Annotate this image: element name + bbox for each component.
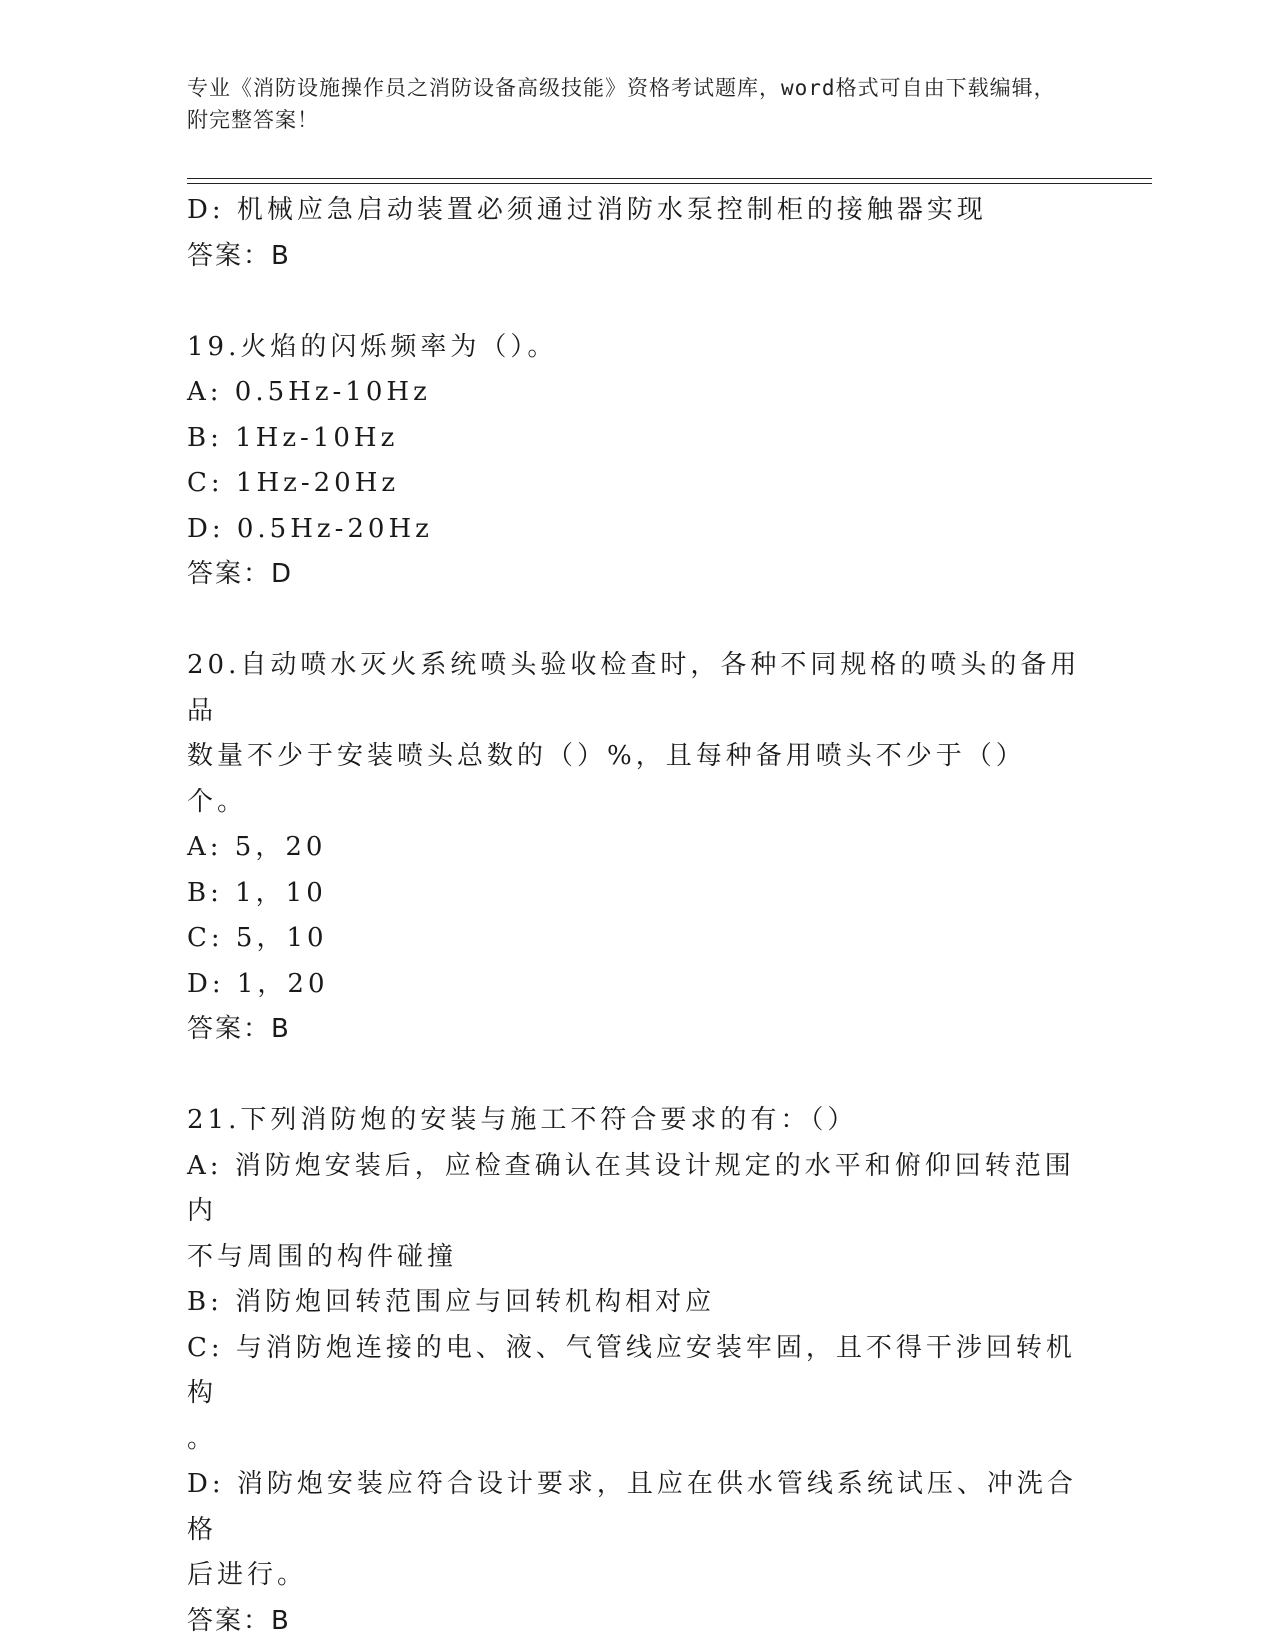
option-d: D: 机械应急启动装置必须通过消防水泵控制柜的接触器实现	[187, 195, 987, 225]
option-b: B: 消防炮回转范围应与回转机构相对应	[187, 1287, 716, 1317]
option-a: A: 0.5Hz-10Hz	[187, 377, 431, 407]
header-rule-bottom	[187, 183, 1152, 184]
question-19	[187, 325, 1082, 598]
question-stem-line-2: 数量不少于安装喷头总数的（）%，且每种备用喷头不少于（）个。	[187, 741, 1026, 817]
question-18-tail	[187, 188, 1082, 279]
question-stem: 19.火焰的闪烁频率为（）。	[187, 331, 558, 362]
option-d: D: 1，20	[187, 968, 329, 999]
spacer	[187, 279, 1082, 325]
option-c: C: 1Hz-20Hz	[187, 468, 400, 498]
answer-line: 答案：B	[187, 240, 291, 271]
question-stem: 21.下列消防炮的安装与施工不符合要求的有：（）	[187, 1105, 858, 1135]
question-content	[187, 188, 1082, 1644]
option-d-line-1: D: 消防炮安装应符合设计要求，且应在供水管线系统试压、冲洗合格	[187, 1469, 1077, 1545]
option-b: B: 1，10	[187, 877, 327, 908]
option-c-line-1: C: 与消防炮连接的电、液、气管线应安装牢固，且不得干涉回转机构	[187, 1332, 1076, 1408]
option-a-line-2: 不与周围的构件碰撞	[187, 1241, 458, 1272]
question-20	[187, 643, 1082, 1053]
option-a-line-1: A: 消防炮安装后，应检查确认在其设计规定的水平和俯仰回转范围内	[187, 1150, 1075, 1226]
option-c-line-2: 。	[187, 1423, 218, 1454]
header-rule-top	[187, 178, 1152, 179]
spacer	[187, 1053, 1082, 1099]
answer-line: 答案：B	[187, 1014, 291, 1044]
option-d-line-2: 后进行。	[187, 1560, 308, 1590]
spacer	[187, 598, 1082, 644]
option-a: A: 5，20	[187, 832, 327, 862]
document-header: 专业《消防设施操作员之消防设备高级技能》资格考试题库，word格式可自由下载编辑，附完整答案！	[187, 76, 1056, 132]
answer-line: 答案：B	[187, 1605, 291, 1636]
question-stem-line-1: 20.自动喷水灭火系统喷头验收检查时，各种不同规格的喷头的备用品	[187, 650, 1081, 726]
option-d: D: 0.5Hz-20Hz	[187, 513, 433, 544]
answer-line: 答案：D	[187, 559, 294, 589]
option-c: C: 5，10	[187, 923, 328, 953]
question-21	[187, 1098, 1082, 1644]
option-b: B: 1Hz-10Hz	[187, 422, 399, 453]
